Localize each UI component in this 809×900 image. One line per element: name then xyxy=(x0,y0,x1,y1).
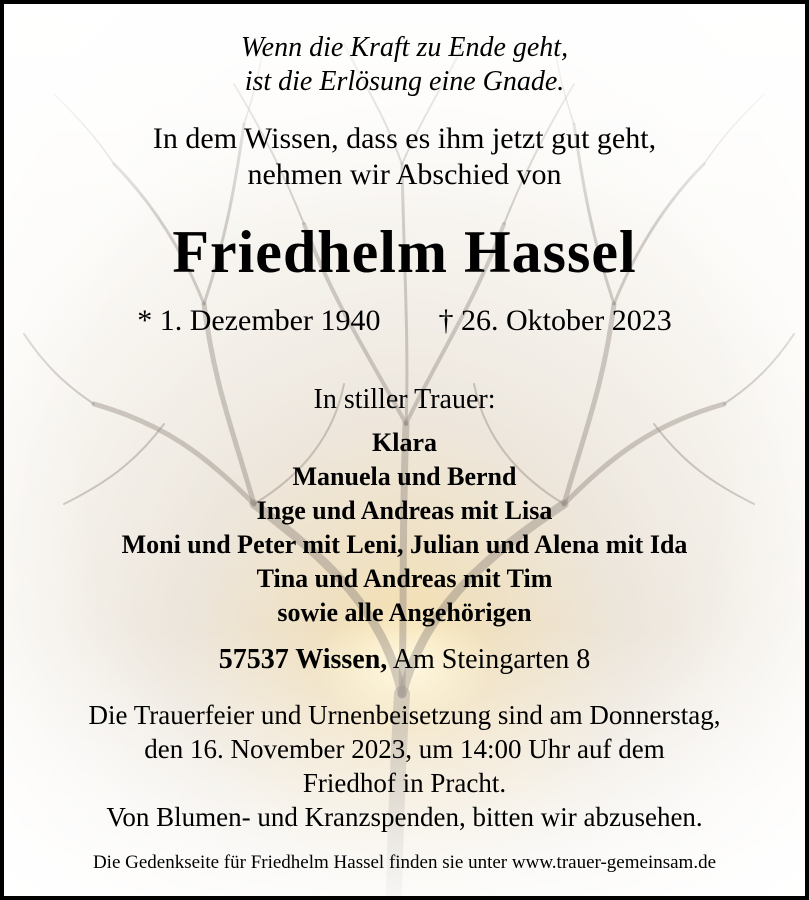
mourner-name: Moni und Peter mit Leni, Julian und Alena mit Ida xyxy=(121,530,688,559)
service-line: Die Trauerfeier und Urnenbeisetzung sind am Donnerstag, xyxy=(88,700,721,730)
mourner-name: Inge und Andreas mit Lisa xyxy=(256,496,553,525)
death-date: † 26. Oktober 2023 xyxy=(438,304,672,337)
mourner-name: Klara xyxy=(372,428,437,457)
deceased-name: Friedhelm Hassel xyxy=(172,219,637,285)
intro-line-2: nehmen wir Abschied von xyxy=(247,158,562,191)
service-line: Friedhof in Pracht. xyxy=(302,768,507,798)
service-line: den 16. November 2023, um 14:00 Uhr auf dem xyxy=(144,734,665,764)
quote-line-2: ist die Erlösung eine Gnade. xyxy=(244,66,565,97)
birth-date: * 1. Dezember 1940 xyxy=(137,304,381,337)
memorial-page-note: Die Gedenkseite für Friedhelm Hassel finden sie unter www.trauer-gemeinsam.de xyxy=(92,852,717,873)
address-street: Am Steingarten 8 xyxy=(392,644,591,675)
mourner-name: Manuela und Bernd xyxy=(292,462,517,491)
mourners-address xyxy=(4,644,805,676)
service-line: Von Blumen- und Kranzspenden, bitten wir abzusehen. xyxy=(106,802,703,832)
mourner-name: sowie alle Angehörigen xyxy=(277,598,532,627)
life-dates xyxy=(4,304,805,338)
quote-line-1: Wenn die Kraft zu Ende geht, xyxy=(240,32,569,63)
address-city: 57537 Wissen, xyxy=(218,644,388,675)
mourners-heading: In stiller Trauer: xyxy=(313,384,496,415)
mourner-name: Tina und Andreas mit Tim xyxy=(256,564,553,593)
intro-line-1: In dem Wissen, dass es ihm jetzt gut geht, xyxy=(152,122,657,155)
